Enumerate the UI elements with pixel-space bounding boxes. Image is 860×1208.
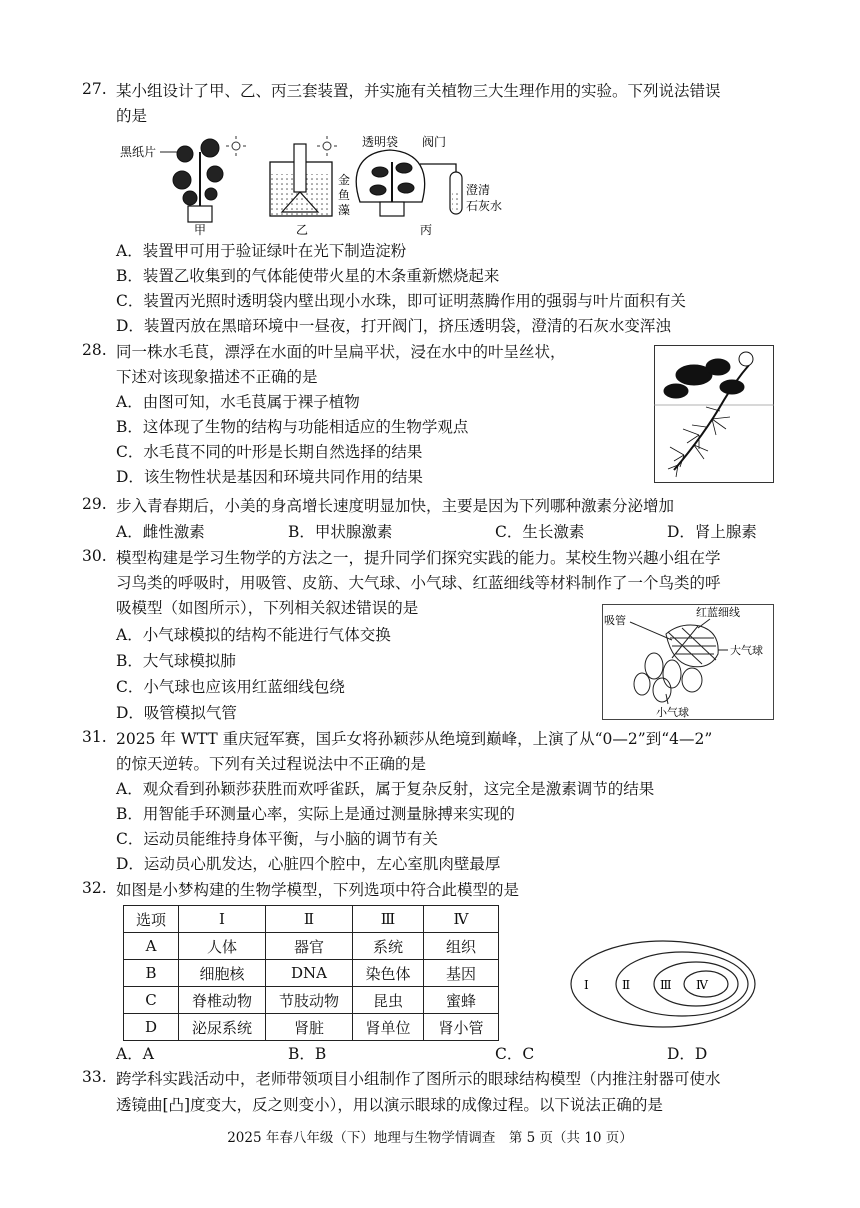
- bird-respiration-model-figure: [602, 604, 774, 720]
- question-stem: 模型构建是学习生物学的方法之一，提升同学们探究实践的能力。某校生物兴趣小组在学: [116, 549, 721, 567]
- table-cell: 节肢动物: [266, 987, 353, 1014]
- table-cell: C: [124, 987, 179, 1014]
- table-row: [124, 1014, 499, 1041]
- diagram-label: Ⅰ: [584, 978, 589, 992]
- option-d: D．该生物性状是基因和环境共同作用的结果: [116, 468, 423, 486]
- beaker-yi: [270, 144, 332, 216]
- option-b: B．装置乙收集到的气体能使带火星的木条重新燃烧起来: [116, 267, 500, 285]
- option-a: A．小气球模拟的结构不能进行气体交换: [116, 626, 391, 644]
- question-stem: 2025 年 WTT 重庆冠军赛，国乒女将孙颖莎从绝境到巅峰，上演了从“0—2”到“4—2”: [116, 730, 713, 748]
- table-header-cell: 选项: [124, 906, 179, 933]
- option-d: D．肾上腺素: [667, 523, 757, 541]
- option-a: A．装置甲可用于验证绿叶在光下制造淀粉: [116, 242, 407, 260]
- table-cell: 昆虫: [353, 987, 424, 1014]
- page-footer: 2025 年春八年级（下）地理与生物学情调查 第 5 页（共 10 页）: [227, 1130, 633, 1146]
- option-c: C．运动员能维持身体平衡，与小脑的调节有关: [116, 830, 438, 848]
- table-row: [124, 960, 499, 987]
- table-cell: 器官: [266, 933, 353, 960]
- table-cell: 肾单位: [353, 1014, 424, 1041]
- table-header-cell: Ⅳ: [424, 906, 499, 933]
- fig-label: 红蓝细线: [696, 606, 740, 619]
- table-cell: 泌尿系统: [179, 1014, 266, 1041]
- question-number: 29.: [82, 495, 107, 513]
- question-number: 33.: [82, 1068, 107, 1086]
- option-c: C．水毛茛不同的叶形是长期自然选择的结果: [116, 443, 423, 461]
- question-stem: 步入青春期后，小美的身高增长速度明显加快，主要是因为下列哪种激素分泌增加: [116, 497, 675, 515]
- fig-label: 澄清: [466, 183, 491, 197]
- table-header-cell: Ⅱ: [266, 906, 353, 933]
- fig-label: 黑纸片: [120, 145, 157, 159]
- question-stem: 同一株水毛茛，漂浮在水面的叶呈扁平状，浸在水中的叶呈丝状，: [116, 343, 566, 361]
- diagram-label: Ⅱ: [622, 978, 631, 992]
- table-cell: 染色体: [353, 960, 424, 987]
- fig-label: 吸管: [604, 614, 626, 627]
- plant-jia: [173, 139, 223, 222]
- model-options-table: [123, 905, 499, 1041]
- option-c: C．C: [495, 1045, 535, 1063]
- option-b: B．大气球模拟肺: [116, 652, 236, 670]
- option-a: A．观众看到孙颖莎获胜而欢呼雀跃，属于复杂反射，这完全是激素调节的结果: [116, 780, 655, 798]
- diagram-label: Ⅳ: [696, 978, 708, 992]
- option-b: B．B: [288, 1045, 327, 1063]
- option-c: C．装置丙光照时透明袋内壁出现小水珠，即可证明蒸腾作用的强弱与叶片面积有关: [116, 292, 686, 310]
- sun-icon: [226, 136, 246, 156]
- table-header-cell: Ⅲ: [353, 906, 424, 933]
- question-number: 27.: [82, 80, 107, 98]
- table-cell: 人体: [179, 933, 266, 960]
- fig-label: 大气球: [730, 644, 763, 657]
- fig-caption: 丙: [420, 223, 433, 237]
- table-cell: 蜜蜂: [424, 987, 499, 1014]
- fig-caption: 甲: [194, 223, 207, 237]
- question-number: 28.: [82, 341, 107, 359]
- fig-label: 鱼: [338, 188, 351, 202]
- option-b: B．这体现了生物的结构与功能相适应的生物学观点: [116, 418, 469, 436]
- fig-label: 小气球: [656, 706, 689, 719]
- fig-caption: 乙: [296, 223, 309, 237]
- table-cell: D: [124, 1014, 179, 1041]
- table-cell: B: [124, 960, 179, 987]
- question-stem: 某小组设计了甲、乙、丙三套装置，并实施有关植物三大生理作用的实验。下列说法错误: [116, 82, 721, 100]
- option-a: A．A: [116, 1045, 154, 1063]
- table-cell: 系统: [353, 933, 424, 960]
- table-cell: 肾小管: [424, 1014, 499, 1041]
- question-number: 30.: [82, 547, 107, 565]
- option-c: C．小气球也应该用红蓝细线包绕: [116, 678, 345, 696]
- question-stem: 跨学科实践活动中，老师带领项目小组制作了图所示的眼球结构模型（内推注射器可使水: [116, 1070, 721, 1088]
- table-header-cell: Ⅰ: [179, 906, 266, 933]
- option-a: A．由图可知，水毛茛属于裸子植物: [116, 393, 360, 411]
- question-stem: 下述对该现象描述不正确的是: [116, 368, 318, 386]
- experiment-setups-figure: [110, 132, 530, 238]
- table-header-row: [124, 906, 499, 933]
- question-stem: 的是: [116, 107, 148, 125]
- table-cell: DNA: [266, 960, 353, 987]
- fig-label: 透明袋: [362, 135, 399, 149]
- sun-icon: [317, 136, 337, 156]
- bag-bing: [356, 150, 462, 216]
- option-b: B．甲状腺激素: [288, 523, 393, 541]
- table-row: [124, 987, 499, 1014]
- question-number: 32.: [82, 879, 107, 897]
- option-c: C．生长激素: [495, 523, 585, 541]
- question-stem: 习鸟类的呼吸时，用吸管、皮筋、大气球、小气球、红蓝细线等材料制作了一个鸟类的呼: [116, 574, 721, 592]
- water-buttercup-illustration: [654, 345, 774, 483]
- option-d: D．D: [667, 1045, 708, 1063]
- question-stem: 如图是小梦构建的生物学模型，下列选项中符合此模型的是: [116, 881, 520, 899]
- option-d: D．运动员心肌发达，心脏四个腔中，左心室肌肉壁最厚: [116, 855, 501, 873]
- question-stem: 吸模型（如图所示），下列相关叙述错误的是: [116, 599, 419, 617]
- option-a: A．雌性激素: [116, 523, 205, 541]
- nested-ellipses-diagram: [568, 938, 758, 1030]
- fig-label: 石灰水: [466, 199, 503, 213]
- fig-label: 金: [338, 173, 351, 187]
- question-number: 31.: [82, 728, 107, 746]
- table-cell: A: [124, 933, 179, 960]
- question-stem: 的惊天逆转。下列有关过程说法中不正确的是: [116, 755, 427, 773]
- option-d: D．装置丙放在黑暗环境中一昼夜，打开阀门，挤压透明袋，澄清的石灰水变浑浊: [116, 317, 671, 335]
- table-cell: 基因: [424, 960, 499, 987]
- table-cell: 肾脏: [266, 1014, 353, 1041]
- diagram-label: Ⅲ: [660, 978, 672, 992]
- fig-label: 藻: [338, 203, 351, 217]
- question-stem: 透镜曲[凸]度变大，反之则变小），用以演示眼球的成像过程。以下说法正确的是: [116, 1096, 663, 1114]
- table-cell: 细胞核: [179, 960, 266, 987]
- fig-label: 阀门: [422, 135, 447, 149]
- table-cell: 脊椎动物: [179, 987, 266, 1014]
- option-d: D．吸管模拟气管: [116, 704, 237, 722]
- table-row: [124, 933, 499, 960]
- option-b: B．用智能手环测量心率，实际上是通过测量脉搏来实现的: [116, 805, 515, 823]
- table-cell: 组织: [424, 933, 499, 960]
